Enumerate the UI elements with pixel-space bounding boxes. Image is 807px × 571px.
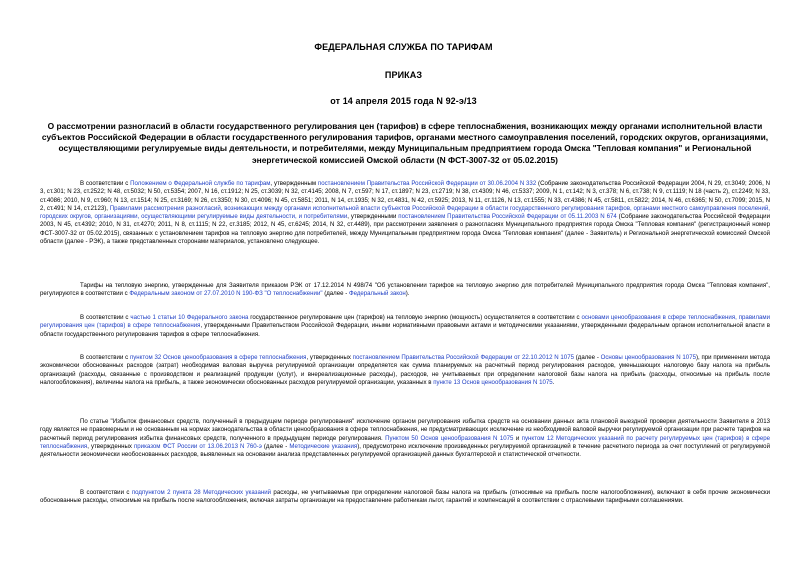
paragraph-text: . (552, 378, 555, 386)
paragraph-4 (40, 354, 770, 387)
paragraph-text: (далее - (322, 290, 349, 298)
reference-link[interactable]: Федеральным законом от 27.07.2010 N 190-ФЗ "О теплоснабжении" (129, 290, 323, 298)
paragraph-text: , утвержденными (347, 213, 399, 221)
paragraph-text: , утвержденными Правительством Российской Федерации, иными нормативными правовыми актами и методическими указаниями, утвержденными федеральным органом исполнительной власти в области государственного регулирования тарифов в сфере теплоснабжения. (40, 322, 771, 338)
paragraph-text: В соответствии с (80, 354, 130, 361)
paragraph-text: ). (405, 290, 410, 298)
reference-link[interactable]: постановлением Правительства Российской Федерации от 05.11.2003 N 674 (398, 213, 617, 221)
reference-link[interactable]: подпунктом 2 пункта 28 Методических указаний (131, 489, 272, 496)
paragraph-3 (40, 314, 770, 339)
date-number-heading: от 14 апреля 2015 года N 92-э/13 (330, 96, 477, 106)
reference-link[interactable]: Основы ценообразования N 1075 (600, 354, 696, 361)
reference-link[interactable]: постановлением Правительства Российской Федерации от 22.10.2012 N 1075 (352, 354, 574, 361)
reference-link[interactable]: пунктом 32 Основ ценообразования в сфере теплоснабжения (129, 354, 307, 361)
paragraph-text: В соответствии с (80, 314, 131, 321)
paragraph-text: государственное регулирование цен (тарифов) на тепловую энергию (мощность) осуществляется в соответствии с (248, 314, 582, 321)
paragraph-1 (40, 180, 770, 246)
paragraph-text: (Собрание законодательства Российской Федерации 2004, N 29, ст.3049; 2006, N 3, ст.301; N 23, ст.2522; N 48, ст.5032; N 50, ст.5354; 2007, N 16, ст.1912; N 25, ст.3039; N 32, ст.4145; 2008, N 7, ст.597; N 17, ст.1897; N 23, ст.2719; N 38, ст.4309; N 46, ст.5337; 2009, N 1, ст.142; N 3, ст.378; N 6, ст.738; N 9, ст.1119; N 18 (часть 2), ст.2249; N 33, ст.4086; 2010, N 9, ст.960; N 13, ст.1514; N 25, ст.3169; N 26, ст.3350; N 30, ст.4096; N 45, ст.5851; 2011, N 14, ст.1935; N 32, ст.4831, N 42, ст.5925; 2013, N 11, ст.1126, N 13, ст.1555; N 33, ст.4386; N 45, ст.5811, ст.5822; 2014, N 46, ст.6365; N 50, ст.7099; 2015, N 2, ст.491; N 14, ст.2123), (40, 180, 770, 212)
reference-link[interactable]: пункте 13 Основ ценообразования N 1075 (433, 378, 553, 386)
paragraph-text: ), при применении метода экономически обоснованных расходов (затрат) необходимая валовая выручка регулируемой организации определяется как сумма планируемых на расчетный период регулирования расходов, уменьшающих налоговую базу налога на прибыль организаций (расходы, связанные с производством и реализацией продукции (услуг), и внереализационные расходы), расходов, не учитываемых при определении налоговой базы налога на прибыль (расходы, относимые на прибыль после налогообложения), величины налога на прибыль, а также экономически обоснованных расходов регулируемой организации, указанных в (40, 354, 771, 386)
paragraph-text: (далее - (573, 354, 601, 361)
reference-link[interactable]: Методические указания (289, 442, 358, 450)
paragraph-text: Тарифы на тепловую энергию, утвержденные для Заявителя приказом РЭК от 17.12.2014 N 498/74 "Об установлении тарифов на тепловую энергию для потребителей Муниципального предприятия города Омска "Тепловая компания", регулируются в соответствии с (40, 282, 770, 298)
paragraph-text: , утвержденных (306, 354, 353, 361)
reference-link[interactable]: Федеральный закон (348, 290, 406, 298)
paragraph-text: и (513, 434, 522, 442)
paragraph-text: (далее - (261, 442, 290, 450)
paragraph-text: , утвержденных (87, 442, 134, 450)
reference-link[interactable]: Правилами рассмотрения разногласий, возникающих между органами исполнительной власти субъектов Российской Федерации в области государственного регулирования тарифов, органами местного самоуправления поселений, городских округов, организациями, осуществляющими регулируемые виды деятельности, и потребителями (40, 204, 770, 221)
reference-link[interactable]: Пунктом 50 Основ ценообразования N 1075 (385, 434, 514, 442)
reference-link[interactable]: частью 1 статьи 10 Федерального закона (130, 314, 249, 321)
doc-type-heading: ПРИКАЗ (384, 70, 423, 80)
paragraph-5 (40, 418, 770, 459)
reference-link[interactable]: Положением о Федеральной службе по тарифам (130, 180, 271, 187)
paragraph-text: В соответствии с (80, 180, 131, 187)
reference-link[interactable]: основами ценообразования в сфере теплоснабжения, правилами регулирования цен (тарифов) в сфере теплоснабжения (40, 314, 770, 330)
paragraph-text: расходы, не учитываемые при определении налоговой базы налога на прибыль (относимые на прибыль после налогообложения), включают в себя прочие экономически обоснованные расходы, относимые на прибыль после налогообложения, включая затраты организации на предоставление работникам льгот, гарантий и компенсаций в соответствии с отраслевыми тарифными соглашениями. (40, 489, 770, 505)
paragraph-text: В соответствии с (80, 489, 132, 496)
agency-heading: ФЕДЕРАЛЬНАЯ СЛУЖБА ПО ТАРИФАМ (314, 42, 493, 52)
document-title: О рассмотрении разногласий в области государственного регулирования цен (тарифов) в сфере теплоснабжения, возникающих между органами исполнительной власти субъектов Российской Федерации в области государственного регулирования тарифов, органами местного самоуправления поселений, городских округов, организациями, осуществляющими регулируемые виды деятельности, и потребителями, между Муниципальным предприятием города Омска "Тепловая компания" и Региональной энергетической комиссией Омской области (N ФСТ-3007-32 от 05.02.2015) (41, 121, 769, 165)
reference-link[interactable]: пунктом 12 Методических указаний по расчету регулируемых цен (тарифов) в сфере теплоснабжения (40, 434, 770, 450)
paragraph-text: По статье "Избыток финансовых средств, полученный в предыдущем периоде регулирования" исключение органом регулирования избытка средств на основании данных акта плановой выездной проверки деятельности Заявителя в 2013 году является не правомерным и не основанным на нормах законодательства в области ценообразования в сфере теплоснабжения, не предусматривающих исключение из необходимой валовой выручки регулируемой организации при расчете тарифов на расчетный период регулирования избытка финансовых средств, полученного в предыдущем периоде регулирования. (40, 418, 770, 442)
paragraph-2 (40, 282, 770, 299)
paragraph-text: (Собрание законодательства Российской Федерации 2003, N 45, ст.4392; 2010, N 31, ст.4270; 2011, N 8, ст.1115; N 22, ст.3185; 2012, N 45, ст.6245; 2014, N 32, ст.4489), при рассмотрении заявления о разногласиях Муниципального предприятия города Омска "Тепловая компания" (регистрационный номер ФСТ-3007-32 от 05.02.2015), связанных с установлением тарифов на тепловую энергию для потребителей, между Муниципальным предприятием города Омска "Тепловая компания" (далее - Заявитель) и Региональной энергетической комиссией Омской области (далее - РЭК), а также представленных сторонами материалов, установлено следующее. (40, 213, 770, 246)
paragraph-6 (40, 489, 770, 506)
paragraph-text: , утвержденным (270, 180, 318, 187)
reference-link[interactable]: постановлением Правительства Российской Федерации от 30.06.2004 N 332 (317, 180, 537, 187)
paragraph-text: ), предусмотрено исключение произведенных регулируемой организацией в течение расчетного периода за счет поступлений от регулируемой деятельности экономически необоснованных расходов, выявленных на основании анализа представленных регулируемой организацией данных бухгалтерской и статистической отчетности. (40, 442, 770, 459)
reference-link[interactable]: приказом ФСТ России от 13.06.2013 N 760-э (133, 442, 262, 450)
